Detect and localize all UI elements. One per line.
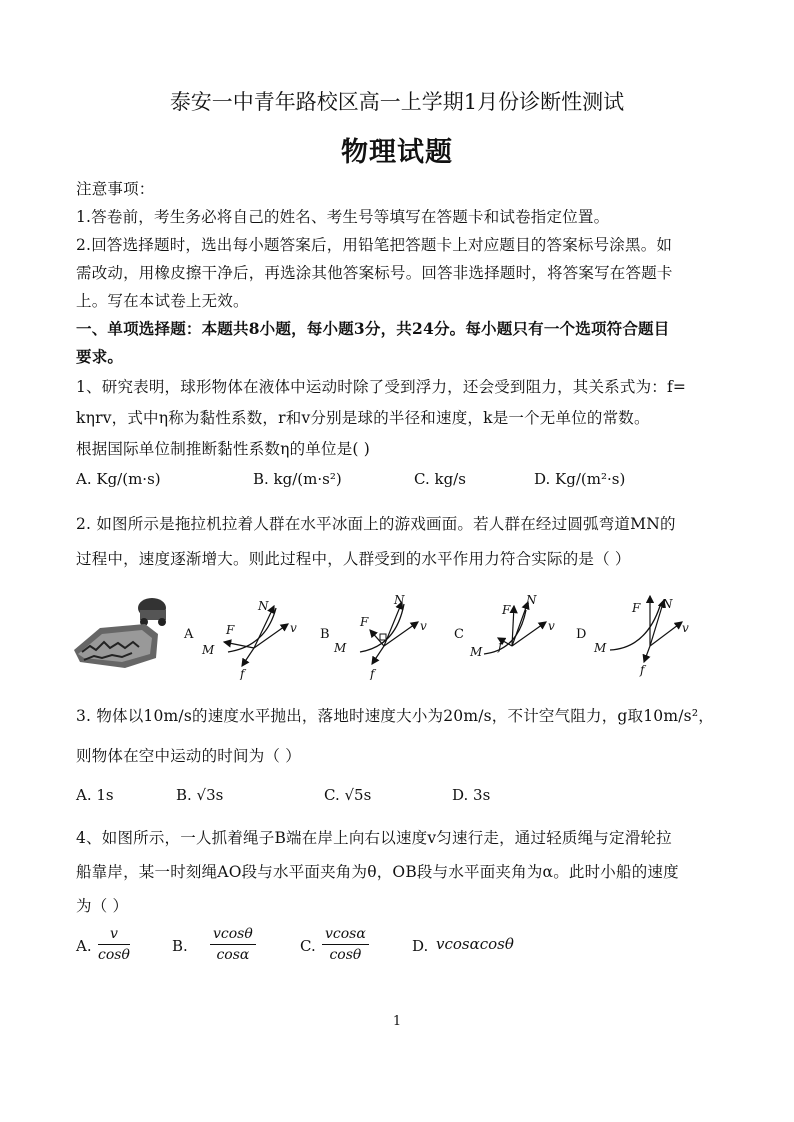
q2-figure-a: [183, 599, 297, 680]
svg-text:N: N: [526, 593, 537, 607]
q4-line-1: 4、如图所示，一人抓着绳子B端在岸上向右以速度v匀速行走，通过轻质绳与定滑轮拉: [76, 829, 672, 847]
notes-heading: 注意事项：: [76, 180, 155, 198]
q1-line-3: 根据国际单位制推断黏性系数η的单位是( ): [76, 440, 371, 458]
page-number: 1: [392, 1014, 402, 1029]
svg-text:f: f: [370, 667, 375, 680]
svg-text:N: N: [258, 599, 269, 613]
svg-text:B: B: [320, 627, 330, 642]
q2-line-2: 过程中，速度逐渐增大。则此过程中，人群受到的水平作用力符合实际的是（ ）: [76, 550, 631, 568]
q4-option-d-expression: vcosαcosθ: [436, 935, 514, 953]
section-1-heading-cont: 要求。: [76, 347, 124, 366]
svg-text:f: f: [498, 639, 503, 653]
q4-option-c-denominator: cosθ: [329, 947, 362, 963]
svg-text:C: C: [454, 627, 464, 642]
q2-figure-b: [320, 593, 427, 680]
q4-option-c-fraction: [322, 926, 369, 963]
q3-option-a: A. 1s: [76, 786, 114, 804]
tractor-crowd-illustration: [74, 598, 166, 668]
svg-text:D: D: [576, 627, 587, 642]
q4-option-b-numerator: vcosθ: [210, 926, 256, 945]
q4-option-b-fraction: [210, 926, 256, 963]
q1-option-a: A. Kg/(m·s): [76, 470, 161, 488]
q4-option-b-denominator: cosα: [216, 947, 250, 963]
svg-text:N: N: [394, 593, 405, 607]
svg-text:A: A: [184, 627, 194, 642]
q4-option-a-label: A.: [76, 937, 92, 955]
svg-text:N: N: [662, 597, 673, 611]
q4-option-a-denominator: cosθ: [98, 947, 130, 963]
q4-option-a-numerator: v: [98, 926, 130, 945]
q3-option-d: D. 3s: [452, 786, 491, 804]
q1-line-1: 1、研究表明，球形物体在液体中运动时除了受到浮力，还会受到阻力，其关系式为：f=: [76, 378, 687, 396]
q4-option-d-label: D.: [412, 937, 429, 955]
q4-line-3: 为（ ）: [76, 897, 129, 915]
q1-option-c: C. kg/s: [414, 470, 466, 488]
q2-figure-d: [576, 596, 689, 677]
q3-option-c: C. √5s: [324, 786, 372, 804]
q3-line-1: 3. 物体以10m/s的速度水平抛出，落地时速度大小为20m/s，不计空气阻力，g取10m/s²，: [76, 707, 714, 725]
svg-text:v: v: [548, 619, 555, 633]
q4-line-2: 船靠岸，某一时刻绳AO段与水平面夹角为θ，OB段与水平面夹角为α。此时小船的速度: [76, 863, 679, 881]
svg-text:M: M: [594, 641, 607, 655]
q2-figure: [70, 588, 710, 680]
section-1-heading: 一、单项选择题：本题共8小题，每小题3分，共24分。每小题只有一个选项符合题目: [76, 319, 670, 338]
q1-option-d: D. Kg/(m²·s): [534, 470, 626, 488]
subject-title: 物理试题: [341, 137, 453, 168]
q4-option-a-fraction: [98, 926, 130, 963]
q4-option-c-numerator: vcosα: [322, 926, 369, 945]
notes-item-2-line-3: 上。写在本试卷上无效。: [76, 292, 249, 310]
q2-line-1: 2. 如图所示是拖拉机拉着人群在水平冰面上的游戏画面。若人群在经过圆弧弯道MN的: [76, 515, 676, 533]
q3-line-2: 则物体在空中运动的时间为（ ）: [76, 747, 301, 765]
svg-text:f: f: [240, 667, 245, 680]
svg-text:F: F: [226, 623, 235, 637]
notes-item-2-line-2: 需改动，用橡皮擦干净后，再选涂其他答案标号。回答非选择题时，将答案写在答题卡: [76, 264, 673, 282]
q4-option-c-label: C.: [300, 937, 316, 955]
notes-item-1: 1.答卷前，考生务必将自己的姓名、考生号等填写在答题卡和试卷指定位置。: [76, 208, 610, 226]
q1-line-2: kηrv，式中η称为黏性系数，r和v分别是球的半径和速度，k是一个无单位的常数。: [76, 409, 650, 427]
q3-option-b: B. √3s: [176, 786, 224, 804]
svg-text:M: M: [202, 643, 215, 657]
q1-option-b: B. kg/(m·s²): [253, 470, 342, 488]
svg-text:F: F: [632, 601, 641, 615]
q2-figure-c: [454, 593, 555, 659]
svg-text:f: f: [640, 663, 645, 677]
svg-text:F: F: [360, 615, 369, 629]
q4-option-b-label: B.: [172, 937, 188, 955]
exam-title: 泰安一中青年路校区高一上学期1月份诊断性测试: [169, 90, 625, 114]
notes-item-2-line-1: 2.回答选择题时，选出每小题答案后，用铅笔把答题卡上对应题目的答案标号涂黑。如: [76, 236, 673, 254]
svg-text:F: F: [502, 603, 511, 617]
svg-text:v: v: [290, 621, 297, 635]
svg-text:v: v: [420, 619, 427, 633]
svg-text:M: M: [470, 645, 483, 659]
svg-text:v: v: [682, 621, 689, 635]
svg-text:M: M: [334, 641, 347, 655]
